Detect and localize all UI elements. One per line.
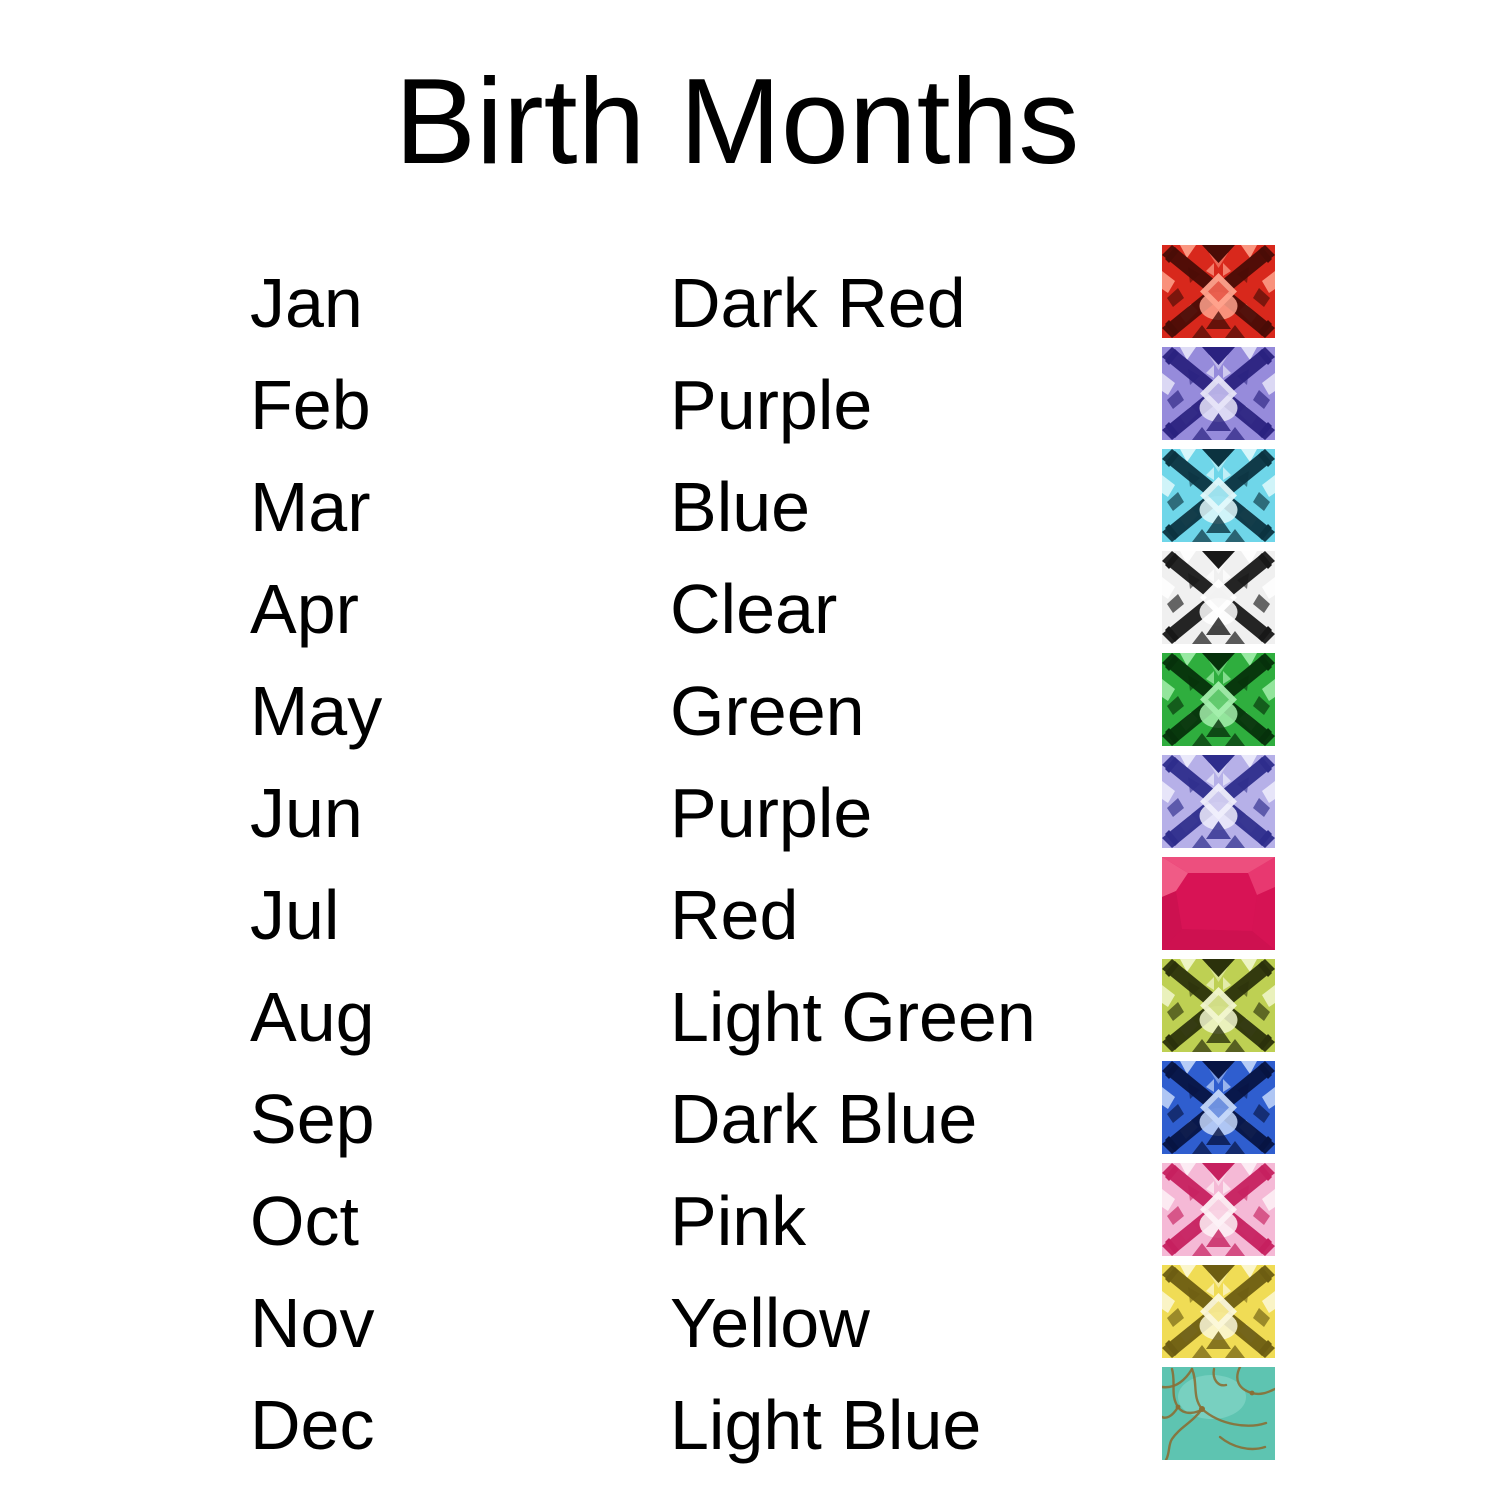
gem-mar bbox=[1162, 449, 1275, 542]
color-name-label: Dark Blue bbox=[670, 1079, 978, 1158]
month-label: Oct bbox=[250, 1181, 359, 1260]
month-label: Sep bbox=[250, 1079, 375, 1158]
gem-jan bbox=[1162, 245, 1275, 338]
color-name-label: Blue bbox=[670, 467, 811, 546]
birthstone-row bbox=[0, 1061, 1500, 1158]
month-label: Dec bbox=[250, 1385, 375, 1464]
birthstone-row bbox=[0, 755, 1500, 852]
color-name-label: Light Blue bbox=[670, 1385, 982, 1464]
gem-oct bbox=[1162, 1163, 1275, 1256]
birthstone-row bbox=[0, 347, 1500, 444]
page-title: Birth Months bbox=[394, 53, 1080, 189]
color-name-label: Red bbox=[670, 875, 799, 954]
birthstone-row bbox=[0, 449, 1500, 546]
color-name-label: Yellow bbox=[670, 1283, 870, 1362]
gem-feb bbox=[1162, 347, 1275, 440]
gem-jul bbox=[1162, 857, 1275, 950]
birthstone-row bbox=[0, 551, 1500, 648]
birthstone-row bbox=[0, 959, 1500, 1056]
birthstone-row bbox=[0, 1163, 1500, 1260]
gem-sep bbox=[1162, 1061, 1275, 1154]
color-name-label: Purple bbox=[670, 773, 873, 852]
color-name-label: Clear bbox=[670, 569, 838, 648]
gem-dec bbox=[1162, 1367, 1275, 1460]
gem-may bbox=[1162, 653, 1275, 746]
color-name-label: Pink bbox=[670, 1181, 807, 1260]
color-name-label: Dark Red bbox=[670, 263, 966, 342]
color-name-label: Light Green bbox=[670, 977, 1036, 1056]
birthstone-row bbox=[0, 1367, 1500, 1464]
month-label: Jun bbox=[250, 773, 363, 852]
birthstone-row bbox=[0, 857, 1500, 954]
month-label: Nov bbox=[250, 1283, 375, 1362]
gem-nov bbox=[1162, 1265, 1275, 1358]
birthstone-row bbox=[0, 1265, 1500, 1362]
color-name-label: Green bbox=[670, 671, 865, 750]
gem-apr bbox=[1162, 551, 1275, 644]
month-label: May bbox=[250, 671, 383, 750]
birthstone-row bbox=[0, 245, 1500, 342]
birthstone-row bbox=[0, 653, 1500, 750]
gem-aug bbox=[1162, 959, 1275, 1052]
month-label: Mar bbox=[250, 467, 371, 546]
month-label: Jan bbox=[250, 263, 363, 342]
month-label: Aug bbox=[250, 977, 375, 1056]
month-label: Feb bbox=[250, 365, 371, 444]
color-name-label: Purple bbox=[670, 365, 873, 444]
month-label: Apr bbox=[250, 569, 359, 648]
gem-jun bbox=[1162, 755, 1275, 848]
month-label: Jul bbox=[250, 875, 340, 954]
